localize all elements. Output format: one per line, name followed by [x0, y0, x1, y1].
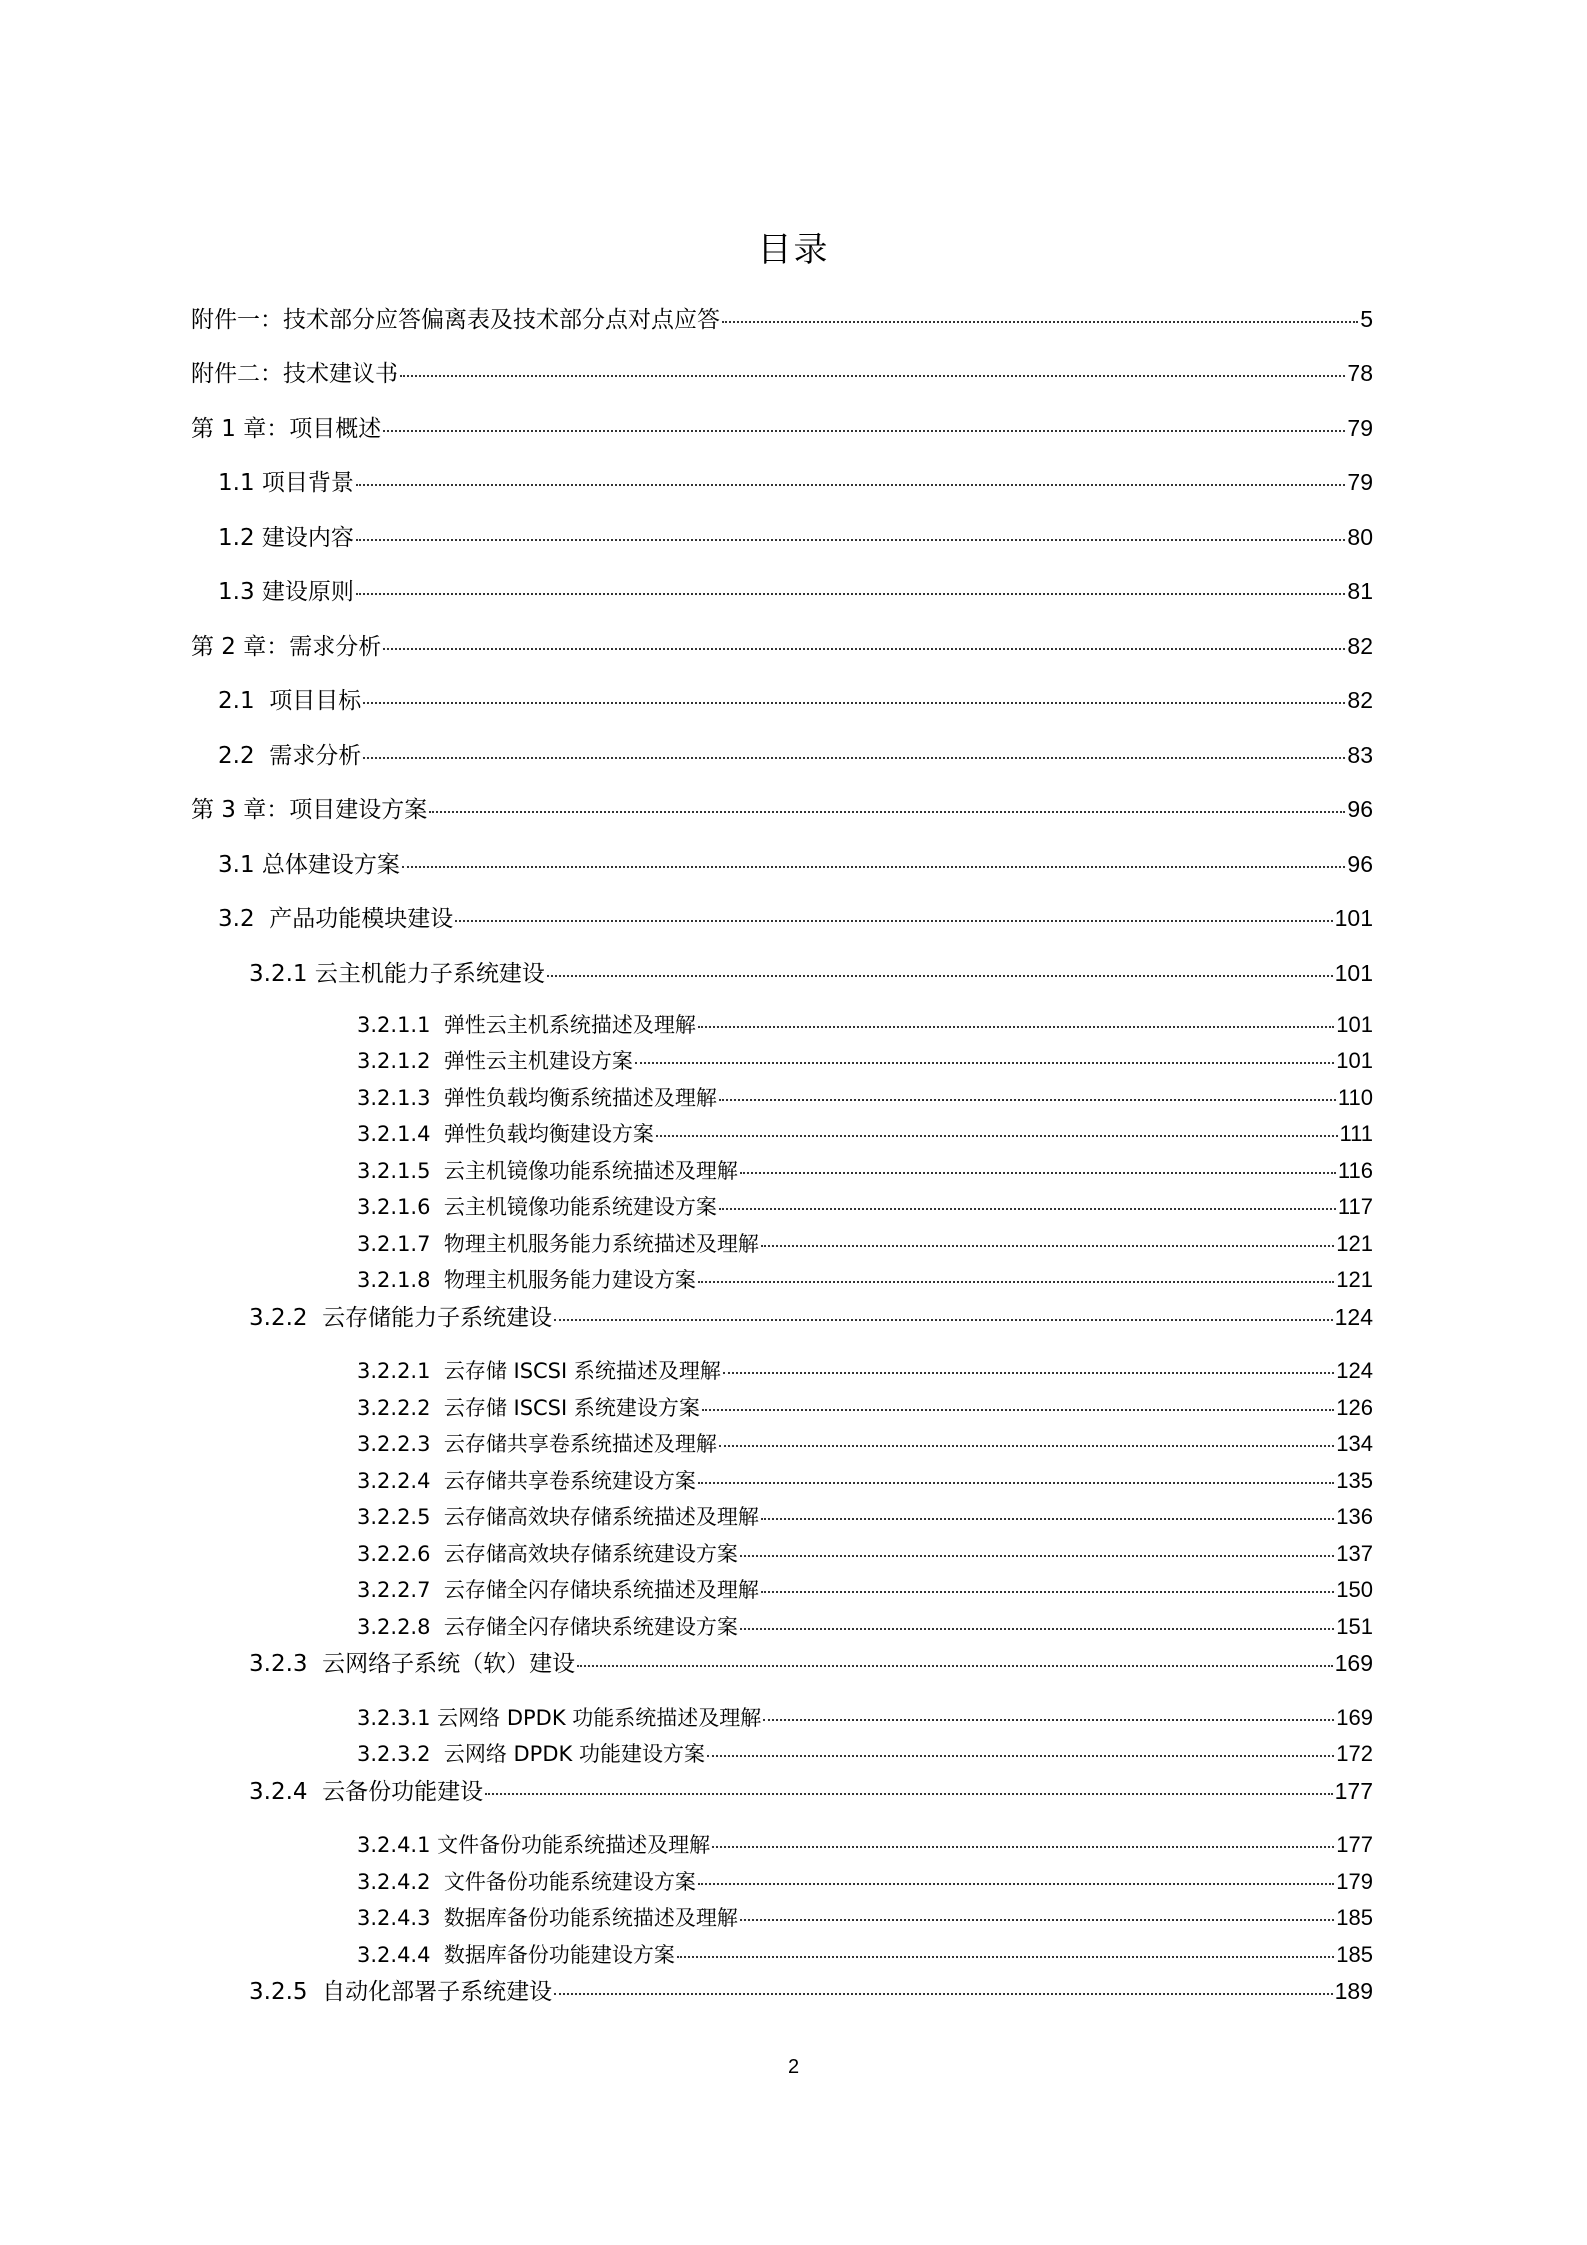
toc-entry-label: 3.2.2.3 云存储共享卷系统描述及理解: [357, 1432, 717, 1456]
toc-entry-label: 2.2 需求分析: [218, 743, 362, 769]
toc-entry-label: 3.2.2.2 云存储 ISCSI 系统建设方案: [357, 1396, 700, 1420]
dot-leader: [763, 1719, 1334, 1721]
toc-entry-label: 3.2.4.2 文件备份功能系统建设方案: [357, 1870, 696, 1894]
toc-entry-label: 3.2.2.6 云存储高效块存储系统建设方案: [357, 1542, 738, 1566]
toc-entry-page-number: 82: [1347, 687, 1373, 713]
toc-entry-page-number: 79: [1347, 415, 1373, 441]
dot-leader: [402, 866, 1346, 868]
toc-entry[interactable]: [218, 575, 1373, 607]
toc-entry-label: 3.2.3.1 云网络 DPDK 功能系统描述及理解: [357, 1706, 762, 1730]
toc-entry-label: 第 2 章：需求分析: [191, 634, 382, 660]
toc-entry-label: 3.2.1.2 弹性云主机建设方案: [357, 1049, 633, 1073]
toc-entry[interactable]: [357, 1702, 1373, 1734]
toc-entry-page-number: 136: [1336, 1504, 1373, 1529]
toc-entry[interactable]: [357, 1866, 1373, 1898]
toc-entry-page-number: 169: [1334, 1650, 1373, 1676]
dot-leader: [698, 1281, 1334, 1283]
toc-entry-page-number: 5: [1360, 306, 1373, 332]
toc-entry-label: 3.2.3.2 云网络 DPDK 功能建设方案: [357, 1742, 705, 1766]
dot-leader: [656, 1135, 1338, 1137]
toc-entry-page-number: 150: [1336, 1577, 1373, 1602]
toc-entry[interactable]: [191, 793, 1373, 825]
toc-entry-page-number: 151: [1336, 1614, 1373, 1639]
toc-entry-page-number: 135: [1336, 1468, 1373, 1493]
dot-leader: [363, 757, 1345, 759]
toc-entry-label: 3.2.1.8 物理主机服务能力建设方案: [357, 1268, 696, 1292]
toc-entry-label: 3.1 总体建设方案: [218, 852, 400, 878]
toc-entry-label: 3.2.1 云主机能力子系统建设: [249, 961, 545, 987]
toc-entry[interactable]: [218, 902, 1373, 934]
toc-entry[interactable]: [218, 848, 1373, 880]
toc-entry[interactable]: [218, 684, 1373, 716]
dot-leader: [698, 1482, 1334, 1484]
dot-leader: [698, 1026, 1334, 1028]
toc-entry-page-number: 101: [1334, 905, 1373, 931]
dot-leader: [635, 1062, 1334, 1064]
dot-leader: [761, 1591, 1334, 1593]
toc-entry[interactable]: [249, 1647, 1373, 1679]
toc-entry-page-number: 81: [1347, 578, 1373, 604]
dot-leader: [740, 1919, 1334, 1921]
page-title: 目录: [757, 230, 830, 270]
dot-leader: [455, 920, 1332, 922]
toc-entry-label: 3.2.2.1 云存储 ISCSI 系统描述及理解: [357, 1359, 721, 1383]
toc-entry-label: 3.2.2.5 云存储高效块存储系统描述及理解: [357, 1505, 759, 1529]
toc-entry-label: 3.2.2.4 云存储共享卷系统建设方案: [357, 1469, 696, 1493]
toc-entry-page-number: 189: [1334, 1978, 1373, 2004]
toc-entry[interactable]: [191, 303, 1373, 335]
dot-leader: [485, 1793, 1332, 1795]
toc-entry[interactable]: [191, 412, 1373, 444]
toc-entry[interactable]: [357, 1392, 1373, 1424]
toc-entry-page-number: 111: [1339, 1121, 1373, 1146]
toc-entry-page-number: 179: [1336, 1869, 1373, 1894]
toc-entry-page-number: 121: [1336, 1231, 1373, 1256]
toc-entry-label: 3.2.1.4 弹性负载均衡建设方案: [357, 1122, 654, 1146]
toc-entry-page-number: 126: [1336, 1395, 1373, 1420]
toc-entry-page-number: 177: [1334, 1778, 1373, 1804]
dot-leader: [740, 1628, 1334, 1630]
dot-leader: [761, 1245, 1334, 1247]
toc-entry-page-number: 172: [1336, 1741, 1373, 1766]
dot-leader: [719, 1099, 1336, 1101]
toc-entry[interactable]: [357, 1939, 1373, 1971]
dot-leader: [761, 1518, 1334, 1520]
toc-entry-label: 1.2 建设内容: [218, 525, 354, 551]
toc-entry-label: 3.2.2.7 云存储全闪存储块系统描述及理解: [357, 1578, 759, 1602]
toc-entry[interactable]: [249, 1975, 1373, 2007]
toc-entry[interactable]: [357, 1009, 1373, 1041]
toc-entry-label: 3.2.4.3 数据库备份功能系统描述及理解: [357, 1906, 738, 1930]
toc-entry[interactable]: [357, 1355, 1373, 1387]
dot-leader: [722, 321, 1358, 323]
dot-leader: [677, 1956, 1334, 1958]
toc-entry-page-number: 110: [1337, 1085, 1373, 1110]
toc-entry[interactable]: [191, 630, 1373, 662]
toc-entry-page-number: 124: [1334, 1304, 1373, 1330]
dot-leader: [719, 1208, 1336, 1210]
toc-entry-label: 3.2.1.3 弹性负载均衡系统描述及理解: [357, 1086, 717, 1110]
toc-entry[interactable]: [357, 1611, 1373, 1643]
toc-entry-label: 附件一：技术部分应答偏离表及技术部分点对点应答: [191, 307, 720, 333]
toc-entry[interactable]: [357, 1574, 1373, 1606]
toc-entry-page-number: 124: [1336, 1358, 1373, 1383]
toc-entry-label: 3.2.1.6 云主机镜像功能系统建设方案: [357, 1195, 717, 1219]
toc-entry-page-number: 117: [1337, 1194, 1373, 1219]
toc-entry-label: 3.2.1.1 弹性云主机系统描述及理解: [357, 1013, 696, 1037]
dot-leader: [356, 539, 1346, 541]
toc-entry-page-number: 101: [1336, 1012, 1373, 1037]
toc-entry[interactable]: [218, 466, 1373, 498]
dot-leader: [356, 484, 1346, 486]
dot-leader: [429, 811, 1345, 813]
dot-leader: [363, 702, 1345, 704]
toc-entry[interactable]: [357, 1428, 1373, 1460]
dot-leader: [383, 648, 1345, 650]
toc-entry[interactable]: [191, 357, 1373, 389]
toc-entry-label: 3.2.5 自动化部署子系统建设: [249, 1979, 553, 2005]
toc-entry[interactable]: [218, 739, 1373, 771]
toc-entry-label: 附件二：技术建议书: [191, 361, 398, 387]
toc-entry[interactable]: [357, 1045, 1373, 1077]
toc-entry[interactable]: [357, 1738, 1373, 1770]
toc-entry[interactable]: [357, 1228, 1373, 1260]
toc-entry[interactable]: [357, 1465, 1373, 1497]
toc-entry[interactable]: [357, 1191, 1373, 1223]
dot-leader: [723, 1372, 1334, 1374]
dot-leader: [554, 1993, 1332, 1995]
toc-entry-label: 3.2.2.8 云存储全闪存储块系统建设方案: [357, 1615, 738, 1639]
toc-entry-label: 3.2.4.1 文件备份功能系统描述及理解: [357, 1833, 711, 1857]
toc-entry[interactable]: [357, 1155, 1373, 1187]
toc-entry-page-number: 185: [1336, 1905, 1373, 1930]
toc-entry[interactable]: [357, 1264, 1373, 1296]
dot-leader: [707, 1755, 1334, 1757]
toc-entry[interactable]: [357, 1118, 1373, 1150]
toc-entry-label: 3.2.3 云网络子系统（软）建设: [249, 1651, 576, 1677]
toc-entry-label: 1.1 项目背景: [218, 470, 354, 496]
toc-entry-page-number: 177: [1336, 1832, 1373, 1857]
dot-leader: [740, 1172, 1336, 1174]
toc-entry-label: 3.2.4.4 数据库备份功能建设方案: [357, 1943, 675, 1967]
toc-entry[interactable]: [357, 1829, 1373, 1861]
dot-leader: [400, 375, 1345, 377]
toc-entry[interactable]: [357, 1902, 1373, 1934]
toc-entry[interactable]: [249, 1775, 1373, 1807]
toc-entry-label: 3.2 产品功能模块建设: [218, 906, 454, 932]
toc-entry-page-number: 80: [1347, 524, 1373, 550]
toc-entry-page-number: 78: [1347, 360, 1373, 386]
toc-entry-page-number: 101: [1334, 960, 1373, 986]
toc-entry-page-number: 82: [1347, 633, 1373, 659]
toc-entry-page-number: 116: [1337, 1158, 1373, 1183]
dot-leader: [719, 1445, 1334, 1447]
dot-leader: [577, 1665, 1332, 1667]
toc-entry[interactable]: [249, 957, 1373, 989]
dot-leader: [712, 1846, 1334, 1848]
toc-entry[interactable]: [357, 1082, 1373, 1114]
toc-entry-page-number: 134: [1336, 1431, 1373, 1456]
toc-entry-page-number: 101: [1336, 1048, 1373, 1073]
toc-entry[interactable]: [357, 1538, 1373, 1570]
toc-entry-label: 3.2.2 云存储能力子系统建设: [249, 1305, 553, 1331]
toc-entry-label: 2.1 项目目标: [218, 688, 362, 714]
toc-entry-label: 3.2.1.7 物理主机服务能力系统描述及理解: [357, 1232, 759, 1256]
dot-leader: [383, 430, 1345, 432]
page-number: 2: [787, 2056, 800, 2078]
toc-entry-page-number: 185: [1336, 1942, 1373, 1967]
toc-entry-page-number: 79: [1347, 469, 1373, 495]
toc-entry-label: 第 3 章：项目建设方案: [191, 797, 428, 823]
toc-entry-page-number: 169: [1336, 1705, 1373, 1730]
dot-leader: [356, 593, 1346, 595]
dot-leader: [547, 975, 1333, 977]
dot-leader: [702, 1409, 1334, 1411]
toc-entry-label: 1.3 建设原则: [218, 579, 354, 605]
toc-entry-page-number: 96: [1347, 796, 1373, 822]
toc-entry-label: 第 1 章：项目概述: [191, 416, 382, 442]
toc-entry-label: 3.2.4 云备份功能建设: [249, 1779, 484, 1805]
dot-leader: [698, 1883, 1334, 1885]
dot-leader: [740, 1555, 1334, 1557]
toc-entry[interactable]: [357, 1501, 1373, 1533]
toc-entry-label: 3.2.1.5 云主机镜像功能系统描述及理解: [357, 1159, 738, 1183]
toc-entry-page-number: 137: [1336, 1541, 1373, 1566]
toc-entry-page-number: 83: [1347, 742, 1373, 768]
toc-entry-page-number: 121: [1336, 1267, 1373, 1292]
dot-leader: [554, 1319, 1332, 1321]
toc-entry-page-number: 96: [1347, 851, 1373, 877]
toc-entry[interactable]: [218, 521, 1373, 553]
toc-entry[interactable]: [249, 1301, 1373, 1333]
